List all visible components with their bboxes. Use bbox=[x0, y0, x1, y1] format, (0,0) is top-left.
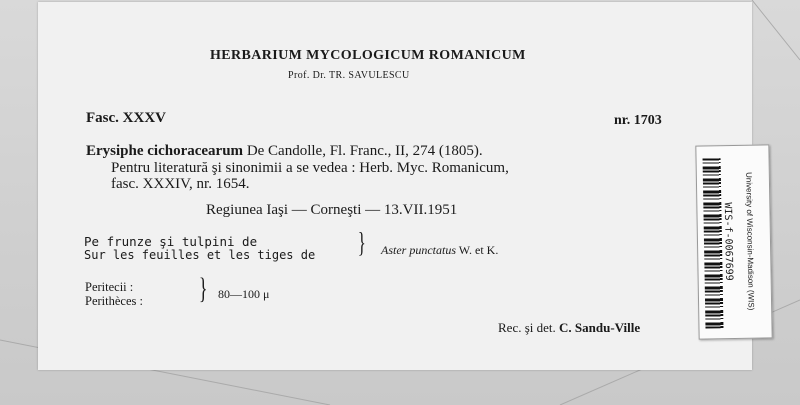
perithecia-size: 80—100 μ bbox=[218, 287, 270, 301]
barcode bbox=[703, 158, 724, 328]
institution-name: University of Wisconsin-Madison (WIS) bbox=[744, 172, 756, 311]
herbarium-title: HERBARIUM MYCOLOGICUM ROMANICUM bbox=[210, 48, 526, 63]
literature-line: Pentru literatură şi sinonimii a se vedea : Herb. Myc. Romanicum, bbox=[111, 160, 509, 176]
brace-icon: } bbox=[198, 272, 208, 305]
species-name: Erysiphe cichoracearum bbox=[86, 143, 244, 159]
species-line bbox=[86, 143, 483, 160]
collector-line bbox=[498, 320, 640, 336]
collector-name: C. Sandu-Ville bbox=[559, 320, 641, 335]
locality: Regiunea Iaşi — Corneşti — 13.VII.1951 bbox=[206, 202, 458, 218]
fascicle: Fasc. XXXV bbox=[86, 110, 166, 126]
catalog-number: WIS-f-0067699 bbox=[721, 202, 735, 281]
herbarium-subtitle: Prof. Dr. TR. SAVULESCU bbox=[288, 70, 410, 81]
literature-ref: fasc. XXXIV, nr. 1654. bbox=[111, 176, 250, 192]
host-species bbox=[381, 243, 498, 258]
perithecia-ro: Peritecii : bbox=[85, 280, 134, 294]
brace-icon: } bbox=[357, 228, 366, 259]
host-author: W. et K. bbox=[456, 243, 499, 257]
collector-prefix: Rec. şi det. bbox=[498, 320, 560, 335]
habitat-fr: Sur les feuilles et les tiges de bbox=[84, 248, 316, 262]
habitat-ro: Pe frunze şi tulpini de bbox=[84, 234, 258, 249]
perithecia-fr: Perithèces : bbox=[85, 294, 143, 308]
specimen-number: nr. 1703 bbox=[614, 113, 662, 128]
species-citation: De Candolle, Fl. Franc., II, 274 (1805). bbox=[243, 143, 483, 159]
host-name: Aster punctatus bbox=[381, 243, 456, 257]
barcode-tag bbox=[695, 144, 772, 339]
